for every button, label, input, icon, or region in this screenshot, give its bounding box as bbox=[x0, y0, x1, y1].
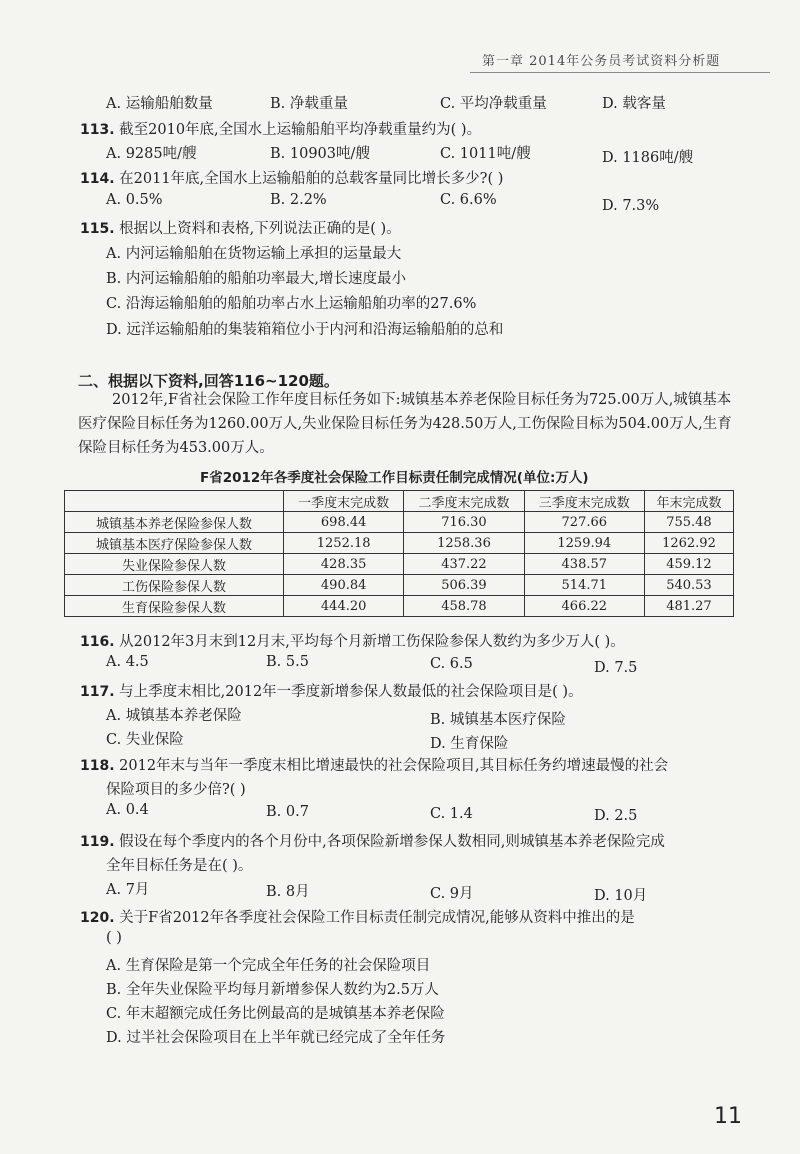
q116-option-d: D. 7.5 bbox=[594, 660, 638, 676]
row-label: 失业保险参保人数 bbox=[65, 554, 284, 575]
question-text: 与上季度末相比,2012年一季度新增参保人数最低的社会保险项目是( )。 bbox=[119, 684, 583, 700]
q120-option-d: D. 过半社会保险项目在上半年就已经完成了全年任务 bbox=[106, 1030, 446, 1046]
q118-option-c: C. 1.4 bbox=[430, 806, 473, 822]
q119-option-d: D. 10月 bbox=[594, 888, 648, 904]
q116-option-c: C. 6.5 bbox=[430, 656, 473, 672]
question-number: 117. bbox=[80, 684, 115, 700]
question-text: 根据以上资料和表格,下列说法正确的是( )。 bbox=[119, 221, 401, 237]
q114-option-b: B. 2.2% bbox=[270, 192, 327, 208]
table-row bbox=[65, 575, 734, 596]
column-header: 一季度末完成数 bbox=[284, 491, 404, 512]
q113-option-a: A. 9285吨/艘 bbox=[106, 146, 197, 162]
table-row bbox=[65, 533, 734, 554]
table-cell: 444.20 bbox=[284, 596, 404, 617]
question-number: 116. bbox=[80, 634, 115, 650]
column-header: 二季度末完成数 bbox=[404, 491, 524, 512]
table-cell: 466.22 bbox=[524, 596, 644, 617]
q120-option-a: A. 生育保险是第一个完成全年任务的社会保险项目 bbox=[106, 958, 431, 974]
table-cell: 438.57 bbox=[524, 554, 644, 575]
question-116 bbox=[80, 630, 625, 651]
table-row bbox=[65, 554, 734, 575]
table-row bbox=[65, 596, 734, 617]
q113-option-c: C. 1011吨/艘 bbox=[440, 146, 531, 162]
question-number: 115. bbox=[80, 221, 115, 237]
question-text: 截至2010年底,全国水上运输船舶平均净载重量约为( )。 bbox=[119, 122, 482, 138]
q119-option-a: A. 7月 bbox=[106, 882, 150, 898]
table-cell: 481.27 bbox=[644, 596, 733, 617]
row-label: 城镇基本医疗保险参保人数 bbox=[65, 533, 284, 554]
table-cell: 716.30 bbox=[404, 512, 524, 533]
table-row bbox=[65, 512, 734, 533]
table-cell: 428.35 bbox=[284, 554, 404, 575]
table-cell: 1262.92 bbox=[644, 533, 733, 554]
section-paragraph: 2012年,F省社会保险工作年度目标任务如下:城镇基本养老保险目标任务为725.00万人,城镇基本医疗保险目标任务为1260.00万人,失业保险目标任务为428.50万人,工伤保险目标为504.00万人,生育保险目标任务为453.00万人。 bbox=[78, 392, 732, 456]
question-119-continued: 全年目标任务是在( )。 bbox=[106, 858, 253, 874]
q114-option-a: A. 0.5% bbox=[106, 192, 163, 208]
question-number: 114. bbox=[80, 171, 115, 187]
section-heading: 二、根据以下资料,回答116~120题。 bbox=[78, 372, 339, 390]
q115-option-a: A. 内河运输船舶在货物运输上承担的运量最大 bbox=[106, 246, 402, 262]
question-text: 从2012年3月末到12月末,平均每个月新增工伤保险参保人数约为多少万人( )。 bbox=[119, 634, 625, 650]
question-text: 假设在每个季度内的各个月份中,各项保险新增参保人数相同,则城镇基本养老保险完成 bbox=[119, 834, 665, 850]
page-number: 11 bbox=[714, 1104, 742, 1129]
q116-option-a: A. 4.5 bbox=[106, 654, 149, 670]
q113-option-b: B. 10903吨/艘 bbox=[270, 146, 370, 162]
q113-option-d: D. 1186吨/艘 bbox=[602, 150, 694, 166]
q118-option-a: A. 0.4 bbox=[106, 802, 149, 818]
q112-option-a: A. 运输船舶数量 bbox=[106, 96, 213, 112]
question-number: 119. bbox=[80, 834, 115, 850]
question-114 bbox=[80, 167, 503, 188]
question-text: 在2011年底,全国水上运输船舶的总载客量同比增长多少?( ) bbox=[119, 171, 504, 187]
row-label: 生育保险参保人数 bbox=[65, 596, 284, 617]
q114-option-d: D. 7.3% bbox=[602, 198, 660, 214]
question-120 bbox=[80, 906, 635, 927]
q112-option-c: C. 平均净载重量 bbox=[440, 96, 547, 112]
q115-option-b: B. 内河运输船舶的船舶功率最大,增长速度最小 bbox=[106, 271, 406, 287]
q117-option-a: A. 城镇基本养老保险 bbox=[106, 708, 242, 724]
q119-option-c: C. 9月 bbox=[430, 886, 474, 902]
q114-option-c: C. 6.6% bbox=[440, 192, 497, 208]
question-number: 113. bbox=[80, 122, 115, 138]
question-119 bbox=[80, 830, 665, 851]
table-cell: 540.53 bbox=[644, 575, 733, 596]
table-cell: 458.78 bbox=[404, 596, 524, 617]
q120-option-b: B. 全年失业保险平均每月新增参保人数约为2.5万人 bbox=[106, 982, 439, 998]
question-118 bbox=[80, 754, 668, 775]
question-number: 120. bbox=[80, 910, 115, 926]
q117-option-d: D. 生育保险 bbox=[430, 736, 509, 752]
q119-option-b: B. 8月 bbox=[266, 884, 310, 900]
table-cell: 437.22 bbox=[404, 554, 524, 575]
table-header-row bbox=[65, 491, 734, 512]
row-label: 城镇基本养老保险参保人数 bbox=[65, 512, 284, 533]
table-cell: 698.44 bbox=[284, 512, 404, 533]
question-text: 2012年末与当年一季度末相比增速最快的社会保险项目,其目标任务约增速最慢的社会 bbox=[119, 758, 669, 774]
table-title: F省2012年各季度社会保险工作目标责任制完成情况(单位:万人) bbox=[200, 470, 589, 486]
question-text: 关于F省2012年各季度社会保险工作目标责任制完成情况,能够从资料中推出的是 bbox=[119, 910, 635, 926]
table-cell: 506.39 bbox=[404, 575, 524, 596]
table-cell: 727.66 bbox=[524, 512, 644, 533]
column-header bbox=[65, 491, 284, 512]
table-cell: 1258.36 bbox=[404, 533, 524, 554]
question-118-continued: 保险项目的多少倍?( ) bbox=[106, 782, 246, 798]
question-number: 118. bbox=[80, 758, 115, 774]
question-115 bbox=[80, 217, 401, 238]
running-header: 第一章 2014年公务员考试资料分析题 bbox=[482, 54, 721, 69]
table-cell: 755.48 bbox=[644, 512, 733, 533]
table-cell: 1252.18 bbox=[284, 533, 404, 554]
q112-option-b: B. 净载重量 bbox=[270, 96, 348, 112]
column-header: 三季度末完成数 bbox=[524, 491, 644, 512]
q115-option-d: D. 远洋运输船舶的集装箱箱位小于内河和沿海运输船舶的总和 bbox=[106, 322, 504, 338]
q117-option-c: C. 失业保险 bbox=[106, 732, 184, 748]
table-cell: 459.12 bbox=[644, 554, 733, 575]
question-120-continued: ( ) bbox=[106, 930, 122, 946]
table-cell: 1259.94 bbox=[524, 533, 644, 554]
q118-option-b: B. 0.7 bbox=[266, 804, 309, 820]
question-117 bbox=[80, 680, 583, 701]
q118-option-d: D. 2.5 bbox=[594, 808, 638, 824]
table-cell: 514.71 bbox=[524, 575, 644, 596]
column-header: 年末完成数 bbox=[644, 491, 733, 512]
row-label: 工伤保险参保人数 bbox=[65, 575, 284, 596]
table-cell: 490.84 bbox=[284, 575, 404, 596]
question-113 bbox=[80, 118, 481, 139]
q115-option-c: C. 沿海运输船舶的船舶功率占水上运输船舶功率的27.6% bbox=[106, 296, 477, 312]
q112-option-d: D. 载客量 bbox=[602, 96, 666, 112]
header-rule bbox=[470, 72, 770, 73]
q116-option-b: B. 5.5 bbox=[266, 654, 309, 670]
q120-option-c: C. 年末超额完成任务比例最高的是城镇基本养老保险 bbox=[106, 1006, 445, 1022]
q117-option-b: B. 城镇基本医疗保险 bbox=[430, 712, 566, 728]
data-table bbox=[64, 490, 734, 617]
